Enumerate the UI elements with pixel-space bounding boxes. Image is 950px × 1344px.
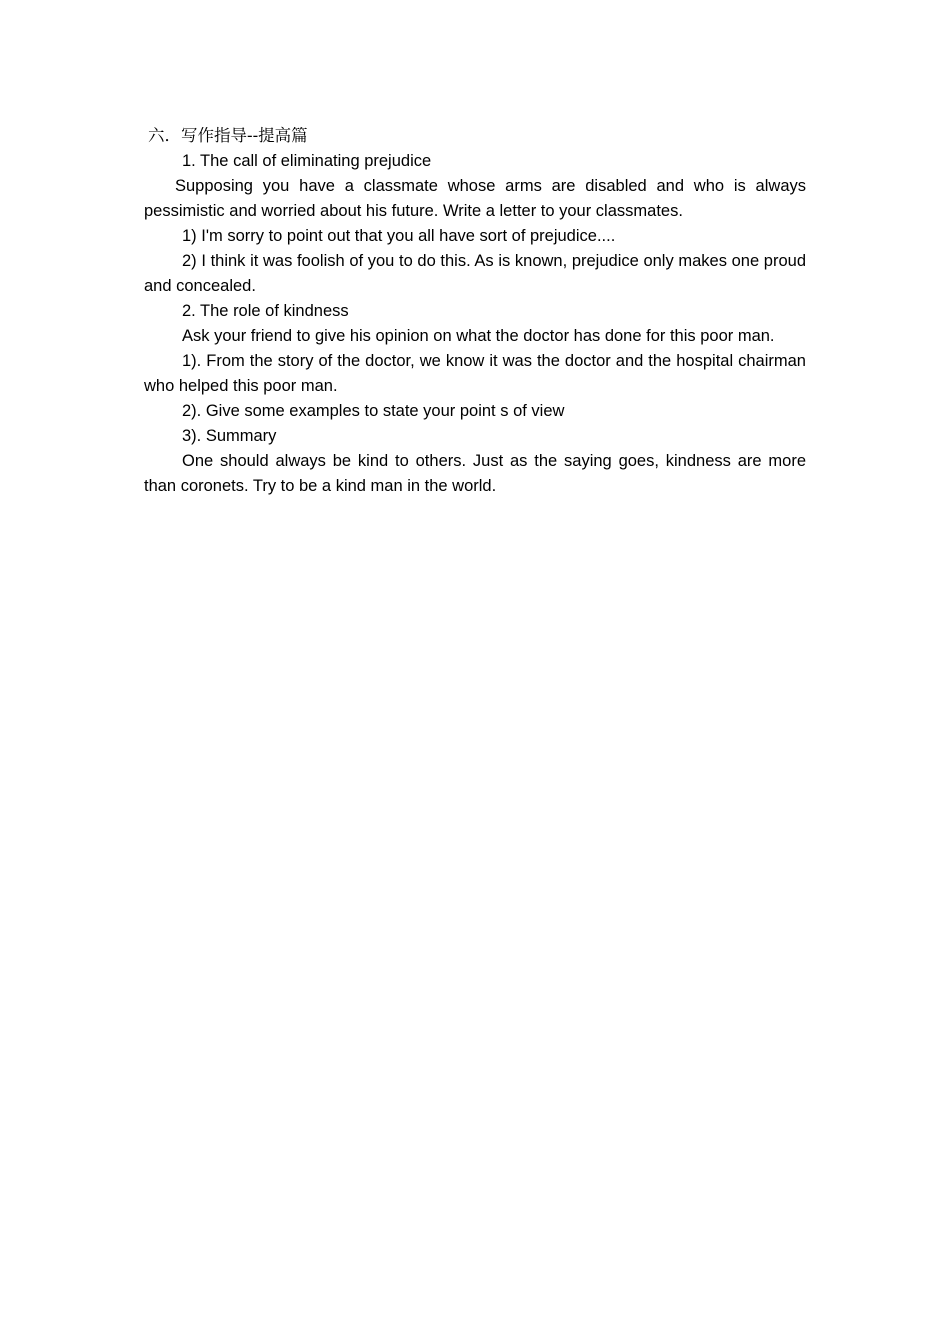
paragraph-point-1: 1) I'm sorry to point out that you all have sort of prejudice.... [182, 227, 616, 245]
paragraph-summary: One should always be kind to others. Just as the saying goes, kindness are more than coronets. Try to be a kind man in the world. [144, 452, 806, 495]
paragraph-kindness-point-2: 2). Give some examples to state your point s of view [182, 402, 565, 420]
subheading-kindness: 2. The role of kindness [182, 302, 349, 320]
subheading-prejudice: 1. The call of eliminating prejudice [182, 152, 432, 170]
paragraph-task-prejudice: Supposing you have a classmate whose arms are disabled and who is always pessimistic and worried about his future. Write a letter to your classmates. [144, 177, 806, 220]
document-page [144, 123, 806, 499]
paragraph-point-2: 2) I think it was foolish of you to do this. As is known, prejudice only makes one proud and concealed. [144, 252, 806, 295]
paragraph-kindness-point-1: 1). From the story of the doctor, we know it was the doctor and the hospital chairman who helped this poor man. [144, 352, 806, 395]
section-heading: 六．写作指导--提高篇 [148, 126, 308, 145]
paragraph-summary-label: 3). Summary [182, 427, 277, 445]
paragraph-task-kindness: Ask your friend to give his opinion on what the doctor has done for this poor man. [182, 327, 775, 345]
